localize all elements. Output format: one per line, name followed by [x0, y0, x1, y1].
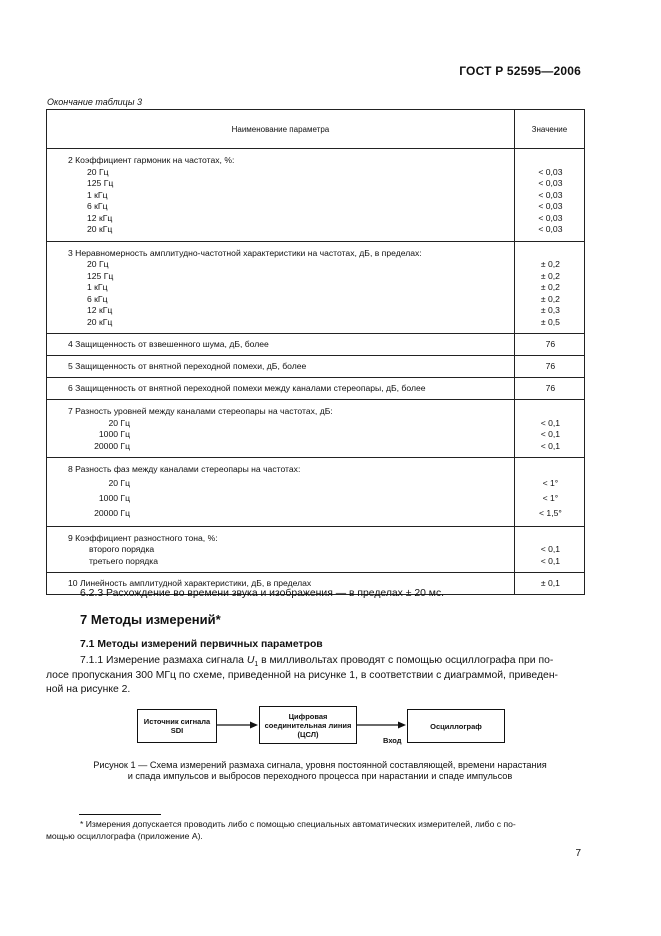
table-header-row	[47, 110, 585, 149]
table-row	[47, 526, 585, 573]
row-item-value: < 0,1	[540, 555, 561, 566]
row-item-label: 20 Гц	[108, 477, 130, 488]
row-item-label: 1000 Гц	[98, 492, 130, 503]
row-item-label: 20 кГц	[87, 316, 113, 327]
oscilloscope-box: Осциллограф	[407, 709, 505, 743]
row-item-value: < 0,03	[538, 178, 563, 188]
row-item-label: 1 кГц	[87, 189, 108, 200]
row-item-label: третьего порядка	[89, 555, 159, 566]
table-row	[47, 400, 585, 458]
figure-caption: Рисунок 1 — Схема измерений размаха сигнала, уровня постоянной составляющей, времени нарастания и спада импульсов и выбросов переходного процесса при нарастании и спаде импульсов	[93, 760, 547, 781]
row-title: 5 Защищенность от внятной переходной помехи, дБ, более	[68, 361, 307, 371]
row-item-value: ± 0,2	[540, 259, 560, 269]
diagram-arrows	[137, 706, 507, 750]
column-header-value: Значение	[514, 110, 584, 149]
measurement-diagram	[137, 706, 507, 750]
row-item-label: 1 кГц	[87, 282, 108, 292]
table-row	[47, 241, 585, 334]
arrow-head-2	[398, 722, 406, 729]
row-item-value: < 0,03	[538, 166, 563, 177]
paragraph-6-2-3: 6.2.3 Расхождение во времени звука и изображения — в пределах ± 20 мс.	[80, 588, 445, 599]
row-item-value: ± 0,5	[540, 316, 560, 327]
row-value: ± 0,1	[540, 578, 560, 588]
row-item-value: < 0,03	[538, 212, 563, 223]
paragraph-7-1-1: 7.1.1 Измерение размаха сигнала $U_1$ в милливольтах проводят с помощью осциллографа при по-	[80, 655, 554, 669]
row-item-label: 12 кГц	[87, 305, 113, 315]
row-value: 76	[545, 339, 556, 349]
table-row	[47, 356, 585, 378]
row-title: 10 Линейность амплитудной характеристики, дБ, в пределах	[68, 578, 312, 588]
row-item-value: ± 0,3	[540, 305, 560, 315]
row-item-value: < 1°	[542, 492, 559, 503]
input-label: Вход	[383, 736, 402, 745]
footnote: * Измерения допускается проводить либо с помощью специальных автоматических измерителей, либо с по- мощью осциллографа (приложение А).	[46, 819, 516, 841]
row-item-label: 1000 Гц	[98, 429, 130, 439]
document-header: ГОСТ Р 52595—2006	[459, 64, 581, 78]
paragraph-7-1-1-line3: ной на рисунке 2.	[46, 684, 131, 695]
table-row	[47, 458, 585, 527]
row-item-label: 20000 Гц	[94, 440, 130, 451]
row-title: 6 Защищенность от внятной переходной помехи между каналами стереопары, дБ, более	[68, 383, 426, 393]
row-value: 76	[545, 383, 556, 393]
column-header-name: Наименование параметра	[47, 110, 515, 149]
row-title: 4 Защищенность от взвешенного шума, дБ, более	[68, 339, 269, 349]
row-title: 8 Разность фаз между каналами стереопары на частотах:	[68, 464, 301, 474]
row-item-value: < 0,1	[540, 544, 561, 554]
row-item-value: ± 0,2	[540, 282, 560, 292]
row-title: 7 Разность уровней между каналами стереопары на частотах, дБ:	[68, 406, 333, 416]
row-item-label: 20 Гц	[108, 417, 130, 428]
row-item-value: < 0,1	[540, 440, 561, 451]
row-item-label: 20000 Гц	[94, 507, 130, 518]
row-item-label: 20 Гц	[87, 166, 109, 177]
row-title: 3 Неравномерность амплитудно-частотной характеристики на частотах, дБ, в пределах:	[68, 247, 422, 258]
row-item-value: < 1,5°	[539, 507, 562, 518]
paragraph-7-1-1-line2: лосе пропускания 300 МГц по схеме, приведенной на рисунке 1, в соответствии с диаграммой, приведен-	[46, 670, 559, 681]
row-item-value: < 0,03	[538, 201, 563, 211]
page-number: 7	[575, 848, 581, 859]
row-item-label: 20 Гц	[87, 259, 109, 269]
row-value: 76	[545, 361, 556, 371]
table-row	[47, 149, 585, 242]
arrow-head-1	[250, 722, 258, 729]
table-row	[47, 378, 585, 400]
row-item-value: ± 0,2	[540, 270, 560, 281]
row-item-value: < 1°	[542, 477, 559, 488]
row-item-value: < 0,03	[538, 189, 563, 200]
row-item-label: 6 кГц	[87, 201, 108, 211]
row-item-value: < 0,1	[540, 417, 561, 428]
digital-line-box: Цифровая соединительная линия (ЦСЛ)	[259, 706, 357, 744]
signal-source-box: Источник сигнала SDI	[137, 709, 217, 743]
row-item-value: < 0,03	[538, 224, 563, 234]
table-row	[47, 334, 585, 356]
row-title: 2 Коэффициент гармоник на частотах, %:	[68, 155, 235, 165]
footnote-divider	[79, 814, 161, 815]
table-caption: Окончание таблицы 3	[47, 97, 142, 107]
row-item-value: < 0,1	[540, 429, 561, 439]
parameters-table	[46, 109, 585, 595]
row-item-label: 12 кГц	[87, 212, 113, 223]
row-item-label: 125 Гц	[87, 270, 114, 281]
row-title: 9 Коэффициент разностного тона, %:	[68, 532, 218, 543]
row-item-label: 125 Гц	[87, 178, 114, 188]
section-heading: 7 Методы измерений*	[80, 612, 221, 627]
row-item-label: 20 кГц	[87, 224, 113, 234]
row-item-label: второго порядка	[89, 544, 155, 554]
subsection-heading: 7.1 Методы измерений первичных параметров	[80, 639, 323, 650]
row-item-value: ± 0,2	[540, 293, 560, 304]
row-item-label: 6 кГц	[87, 293, 108, 304]
